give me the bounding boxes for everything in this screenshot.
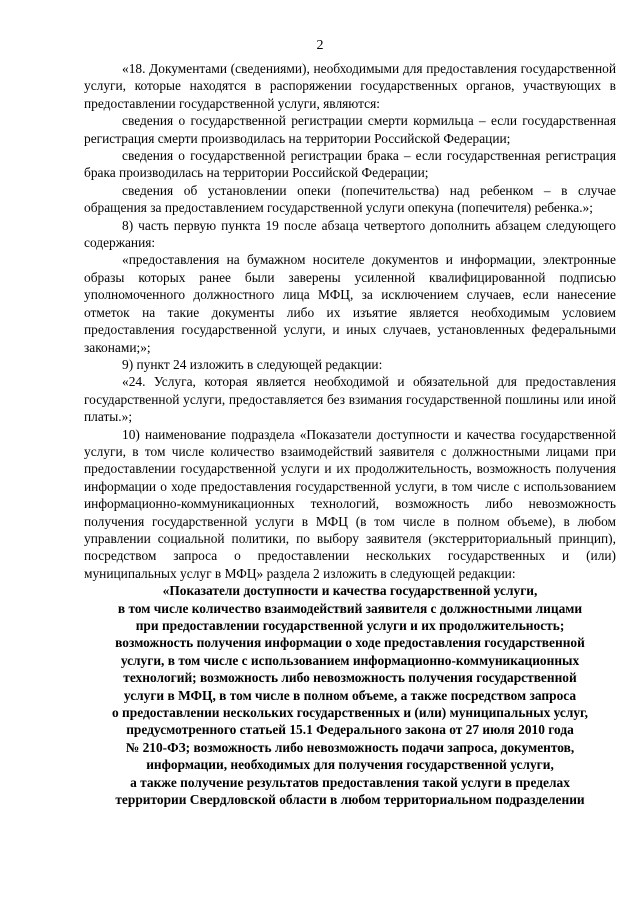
paragraph-death-registration: сведения о государственной регистрации смерти кормильца – если государственная регистрация смерти производилась на территории Российской Федерации; — [84, 113, 616, 146]
bold-section-heading — [84, 582, 616, 808]
paragraph-marriage-registration: сведения о государственной регистрации брака – если государственная регистрация брака производилась на территории Российской Федерации; — [84, 148, 616, 181]
heading-line: предусмотренного статьей 15.1 Федерального закона от 27 июля 2010 года — [126, 722, 574, 738]
heading-line: услуги в МФЦ, в том числе в полном объеме, а также посредством запроса — [123, 687, 577, 703]
paragraph-item-10: 10) наименование подраздела «Показатели доступности и качества государственной услуги, в том числе количество взаимодействий заявителя с должностными лицами при предоставлении государственной услуги и их продолжительность, возможность получения информации о ходе предоставления государственной услуги, в том числе с использованием информационно-коммуникационных технологий, возможность либо невозможность получения государственной услуги в МФЦ (в том числе в полном объеме), в любом управлении социальной политики, по выбору заявителя (экстерриториальный принцип), посредством запроса о предоставлении нескольких государственных и (или) муниципальных услуг в МФЦ» раздела 2 изложить в следующей редакции: — [84, 426, 616, 581]
paragraph-item-24: «24. Услуга, которая является необходимой и обязательной для предоставления государственной услуги, предоставляется без взимания государственной пошлины или иной платы.»; — [84, 374, 616, 425]
paragraph-item-8: 8) часть первую пункта 19 после абзаца четвертого дополнить абзацем следующего содержания: — [84, 217, 616, 251]
heading-line: возможность получения информации о ходе предоставления государственной — [115, 635, 585, 651]
heading-line: в том числе количество взаимодействий заявителя с должностными лицами — [117, 600, 583, 616]
paragraph-paper-documents: «предоставления на бумажном носителе документов и информации, электронные образы которых ранее были заверены усиленной квалифицированной подписью уполномоченного должностного лица МФЦ, за исключением случаев, если нанесение отметок на такие документы либо их изъятие является необходимым условием предоставления государственной услуги, и иных случаев, установленных федеральными законами;»; — [84, 252, 616, 355]
heading-line: а также получение результатов предоставления такой услуги в пределах — [130, 774, 570, 790]
heading-line: технологий; возможность либо невозможность получения государственной — [123, 670, 577, 686]
heading-line: № 210-ФЗ; возможность либо невозможность подачи запроса, документов, — [125, 739, 575, 755]
heading-line: территории Свердловской области в любом территориальном подразделении — [115, 792, 585, 808]
heading-line: услуги, в том числе с использованием информационно-коммуникационных — [120, 652, 580, 668]
heading-line: информации, необходимых для получения государственной услуги, — [146, 757, 554, 773]
heading-line: при предоставлении государственной услуги и их продолжительность; — [135, 618, 565, 633]
heading-line: «Показатели доступности и качества государственной услуги, — [162, 583, 538, 599]
heading-line: о предоставлении нескольких государственных и (или) муниципальных услуг, — [112, 705, 588, 721]
paragraph-guardianship: сведения об установлении опеки (попечительства) над ребенком – в случае обращения за предоставлением государственной услуги опекуна (попечителя) ребенка.»; — [84, 182, 616, 216]
document-body — [84, 60, 616, 808]
paragraph-item-9: 9) пункт 24 изложить в следующей редакции: — [122, 356, 383, 372]
page-number: 2 — [316, 38, 324, 53]
paragraph-18-intro: «18. Документами (сведениями), необходимыми для предоставления государственной услуги, которые находятся в распоряжении государственных органов, участвующих в предоставлении государственной услуги, являются: — [84, 61, 616, 111]
